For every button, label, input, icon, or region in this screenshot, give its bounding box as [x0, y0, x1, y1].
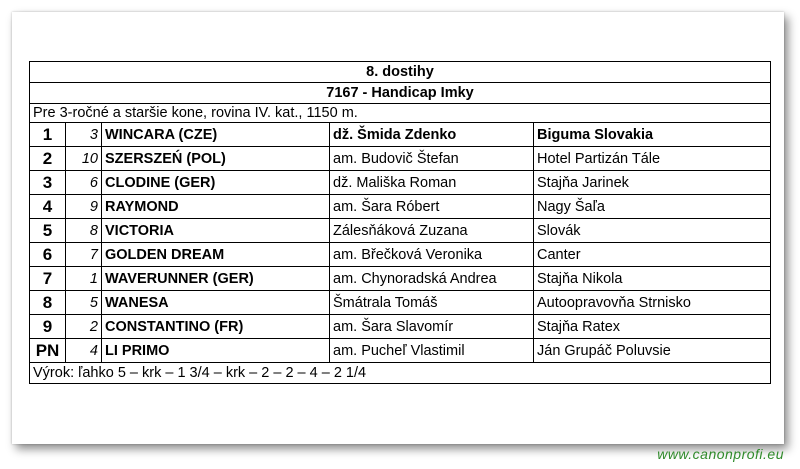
rider-name: am. Břečková Veronika — [330, 243, 534, 267]
finish-place: 2 — [30, 147, 66, 171]
results-card — [12, 12, 784, 444]
race-results-table — [29, 61, 771, 384]
horse-name: VICTORIA — [102, 219, 330, 243]
table-row — [30, 171, 771, 195]
start-number: 5 — [66, 291, 102, 315]
horse-name: WANESA — [102, 291, 330, 315]
owner-name: Autoopravovňa Strnisko — [534, 291, 771, 315]
table-row — [30, 147, 771, 171]
start-number: 2 — [66, 315, 102, 339]
start-number: 4 — [66, 339, 102, 363]
horse-name: RAYMOND — [102, 195, 330, 219]
horse-name: CLODINE (GER) — [102, 171, 330, 195]
rider-name: am. Chynoradská Andrea — [330, 267, 534, 291]
finish-place: 9 — [30, 315, 66, 339]
finish-place: 8 — [30, 291, 66, 315]
rider-name: am. Pucheľ Vlastimil — [330, 339, 534, 363]
rider-name: am. Budovič Štefan — [330, 147, 534, 171]
table-row — [30, 123, 771, 147]
owner-name: Nagy Šaľa — [534, 195, 771, 219]
table-row — [30, 243, 771, 267]
verdict-row — [30, 363, 771, 384]
table-row — [30, 195, 771, 219]
race-title-row — [30, 62, 771, 83]
finish-place: PN — [30, 339, 66, 363]
table-row — [30, 219, 771, 243]
race-name-row — [30, 83, 771, 104]
rider-name: Zálesňáková Zuzana — [330, 219, 534, 243]
owner-name: Biguma Slovakia — [534, 123, 771, 147]
rider-name: dž. Mališka Roman — [330, 171, 534, 195]
race-name: 7167 - Handicap Imky — [30, 83, 771, 104]
table-row — [30, 339, 771, 363]
horse-name: SZERSZEŃ (POL) — [102, 147, 330, 171]
owner-name: Stajňa Nikola — [534, 267, 771, 291]
rider-name: am. Šara Róbert — [330, 195, 534, 219]
start-number: 7 — [66, 243, 102, 267]
start-number: 6 — [66, 171, 102, 195]
table-row — [30, 315, 771, 339]
horse-name: GOLDEN DREAM — [102, 243, 330, 267]
race-title: 8. dostihy — [30, 62, 771, 83]
watermark: www.canonprofi.eu — [657, 446, 784, 462]
table-row — [30, 267, 771, 291]
race-conditions-row — [30, 104, 771, 123]
start-number: 8 — [66, 219, 102, 243]
horse-name: CONSTANTINO (FR) — [102, 315, 330, 339]
race-conditions: Pre 3-ročné a staršie kone, rovina IV. kat., 1150 m. — [30, 104, 771, 123]
table-row — [30, 291, 771, 315]
start-number: 1 — [66, 267, 102, 291]
horse-name: WAVERUNNER (GER) — [102, 267, 330, 291]
owner-name: Canter — [534, 243, 771, 267]
owner-name: Slovák — [534, 219, 771, 243]
rider-name: am. Šara Slavomír — [330, 315, 534, 339]
start-number: 9 — [66, 195, 102, 219]
finish-place: 6 — [30, 243, 66, 267]
finish-place: 3 — [30, 171, 66, 195]
rider-name: dž. Šmida Zdenko — [330, 123, 534, 147]
owner-name: Hotel Partizán Tále — [534, 147, 771, 171]
owner-name: Stajňa Ratex — [534, 315, 771, 339]
horse-name: LI PRIMO — [102, 339, 330, 363]
owner-name: Ján Grupáč Poluvsie — [534, 339, 771, 363]
finish-place: 5 — [30, 219, 66, 243]
finish-place: 7 — [30, 267, 66, 291]
race-verdict: Výrok: ľahko 5 – krk – 1 3/4 – krk – 2 – 2 – 4 – 2 1/4 — [30, 363, 771, 384]
owner-name: Stajňa Jarinek — [534, 171, 771, 195]
start-number: 3 — [66, 123, 102, 147]
start-number: 10 — [66, 147, 102, 171]
rider-name: Šmátrala Tomáš — [330, 291, 534, 315]
finish-place: 1 — [30, 123, 66, 147]
finish-place: 4 — [30, 195, 66, 219]
horse-name: WINCARA (CZE) — [102, 123, 330, 147]
